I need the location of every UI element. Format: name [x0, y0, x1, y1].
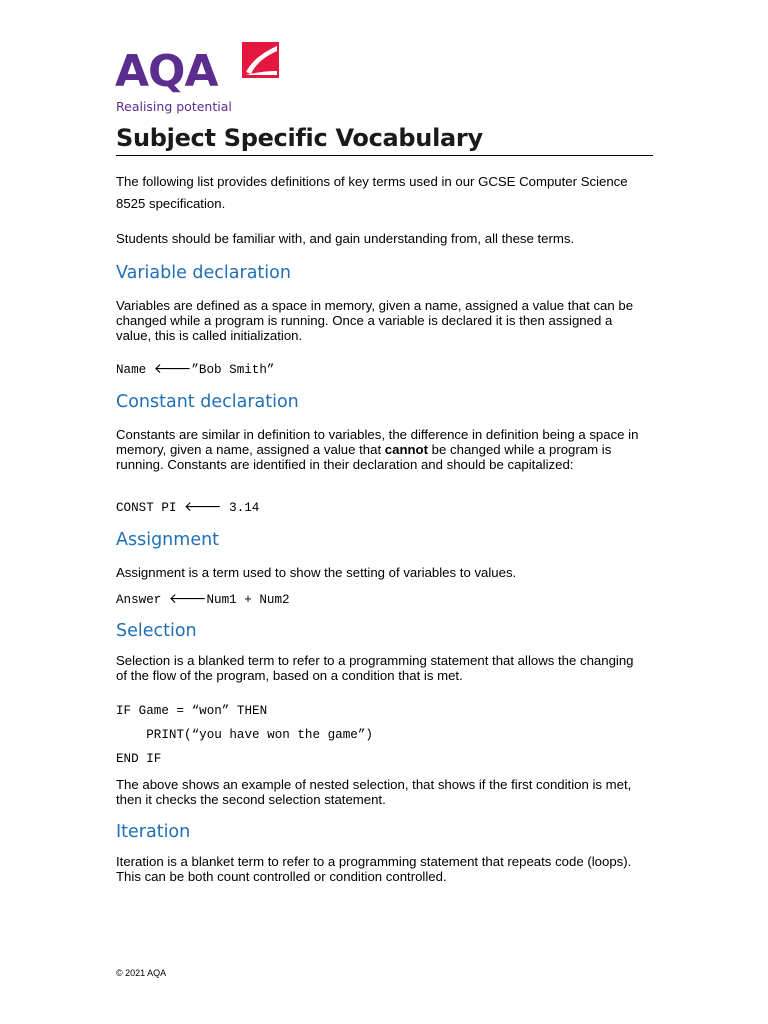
- aqa-logo: [115, 42, 285, 117]
- intro-paragraph: The following list provides definitions of key terms used in our GCSE Computer Science 8525 specification.: [116, 174, 628, 211]
- heading-iteration: Iteration: [116, 822, 191, 842]
- constant-definition: [116, 427, 641, 473]
- copyright-footer: © 2021 AQA: [116, 968, 167, 978]
- left-arrow-icon: 🡐: [153, 361, 192, 377]
- assignment-definition: Assignment is a term used to show the setting of variables to values.: [116, 565, 517, 580]
- code-left: CONST PI: [116, 501, 185, 515]
- constant-body-start: Constants are similar in definition to variables, the difference in definition being a space in memory, given a name, assigned a value that: [116, 427, 639, 458]
- code-right: 3.14: [221, 501, 260, 515]
- variable-code-example: [116, 360, 274, 377]
- heading-constant-declaration: Constant declaration: [116, 392, 299, 412]
- variable-definition: Variables are defined as a space in memory, given a name, assigned a value that can be changed while a program is running. Once a variable is declared it is then assigned a value, this is called initialization.: [116, 298, 634, 344]
- constant-code-example: [116, 498, 259, 515]
- assignment-code-example: [116, 590, 290, 607]
- page-title: Subject Specific Vocabulary: [116, 124, 653, 156]
- selection-code-line: PRINT(“you have won the game”): [116, 728, 373, 742]
- logo-tagline: Realising potential: [116, 99, 232, 114]
- intro-note: Students should be familiar with, and gain understanding from, all these terms.: [116, 231, 575, 246]
- left-arrow-icon: 🡐: [168, 591, 207, 607]
- iteration-definition: Iteration is a blanket term to refer to a programming statement that repeats code (loops). This can be both count controlled or condition controlled.: [116, 854, 632, 885]
- heading-variable-declaration: Variable declaration: [116, 263, 291, 283]
- selection-code-line: IF Game = “won” THEN: [116, 704, 268, 718]
- code-right: ”Bob Smith”: [191, 363, 275, 377]
- logo-wordmark: AQA: [115, 46, 218, 97]
- left-arrow-icon: 🡐: [184, 499, 222, 515]
- constant-body-emphasis: cannot: [384, 442, 429, 458]
- heading-selection: Selection: [116, 621, 197, 641]
- code-left: Answer: [116, 593, 169, 607]
- code-left: Name: [116, 363, 154, 377]
- selection-code-line: END IF: [116, 752, 162, 766]
- code-right: Num1 + Num2: [206, 593, 290, 607]
- selection-definition: Selection is a blanked term to refer to a programming statement that allows the changing of the flow of the program, based on a condition that is met.: [116, 653, 634, 684]
- constant-body-end: be changed while a program is running. Constants are identified in their declaration and should be capitalized:: [116, 442, 612, 473]
- selection-note: The above shows an example of nested selection, that shows if the first condition is met, then it checks the second selection statement.: [116, 777, 632, 808]
- heading-assignment: Assignment: [116, 530, 220, 550]
- logo-swoosh-icon: [242, 42, 279, 78]
